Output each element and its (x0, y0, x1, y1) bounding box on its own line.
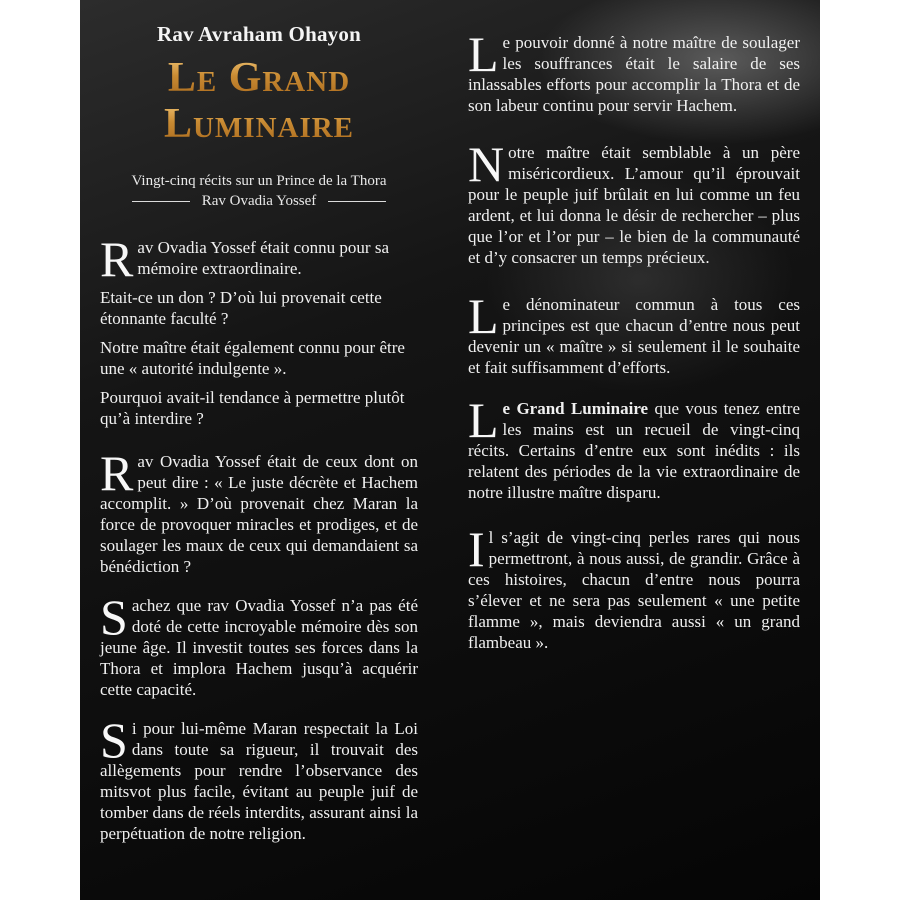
subtitle-line-2-row (100, 191, 418, 211)
dropcap: L (468, 26, 499, 82)
book-title-inline: e Grand Luminaire (502, 399, 649, 418)
paragraph-text: e dénominateur commun à tous ces principes est que chacun d’entre nous peut devenir un « maître » si seulement il le souhaite et fait suffisamment d’efforts. (468, 295, 800, 377)
left-paragraph-4: Pourquoi avait-il tendance à permettre plutôt qu’à interdire ? (100, 388, 405, 428)
right-paragraph-4 (468, 392, 800, 503)
left-column (100, 22, 418, 862)
dropcap: N (468, 136, 505, 192)
right-column (468, 26, 800, 671)
left-paragraph-3: Notre maître était également connu pour être une « autorité indulgente ». (100, 338, 405, 378)
author-name: Rav Avraham Ohayon (157, 22, 361, 46)
paragraph-text: otre maître était semblable à un père miséricordieux. L’amour qu’il éprouvait pour le peuple juif brûlait en lui comme un feu ardent, et lui donna le désir de rechercher – plus que l’or et l’or pur – le bien de la communauté et d’y consacrer un temps précieux. (468, 143, 800, 267)
paragraph-text: que vous tenez entre les mains est un recueil de vingt-cinq récits. Certains d’entre eux sont inédits : ils relatent des périodes de la vie extraordinaire de notre illustre maître disparu. (468, 399, 800, 502)
right-paragraph-1 (468, 26, 800, 116)
left-paragraph-6 (100, 589, 418, 700)
paragraph-text: av Ovadia Yossef était de ceux dont on peut dire : « Le juste décrète et Hachem accomplit. » D’où provenait chez Maran la force de provoquer miracles et prodiges, et de soulager les maux de ceux qui demandaient sa bénédiction ? (100, 452, 418, 576)
dropcap: R (100, 445, 134, 501)
book-back-cover (80, 0, 820, 900)
right-paragraph-3 (468, 288, 800, 378)
paragraph-text: achez que rav Ovadia Yossef n’a pas été doté de cette incroyable mémoire dès son jeune âge. Il investit toutes ses forces dans la Thora et implora Hachem jusqu’à acquérir cette capacité. (100, 596, 418, 699)
subtitle-line-1: Vingt-cinq récits sur un Prince de la Thora (131, 173, 387, 189)
left-paragraph-7 (100, 712, 418, 844)
dropcap: R (100, 231, 134, 287)
subtitle (100, 171, 418, 211)
dropcap: I (468, 521, 485, 577)
dropcap: L (468, 288, 499, 344)
right-paragraph-5 (468, 521, 800, 653)
dropcap: S (100, 589, 128, 645)
book-title-line-2: Luminaire (100, 101, 418, 147)
right-paragraph-2 (468, 136, 800, 268)
left-paragraph-1 (100, 231, 418, 287)
left-paragraph-2: Etait-ce un don ? D’où lui provenait cette étonnante faculté ? (100, 288, 382, 328)
dropcap: S (100, 712, 128, 768)
left-paragraph-5 (100, 445, 418, 577)
paragraph-text: l s’agit de vingt-cinq perles rares qui nous permettront, à nous aussi, de grandir. Grâce à ces histoires, chacun d’entre nous pourra s’élever et ne sera pas seulement « une petite flamme », mais deviendra aussi « un grand flambeau ». (468, 528, 800, 652)
paragraph-text: i pour lui-même Maran respectait la Loi dans toute sa rigueur, il trouvait des allègements pour rendre l’observance des mitsvot plus facile, évitant au peuple juif de tomber dans de réels interdits, assurant ainsi la perpétuation de notre religion. (100, 719, 418, 843)
dropcap: L (468, 392, 499, 448)
subtitle-left-rule (132, 201, 190, 202)
book-title-line-1: Le Grand (100, 55, 418, 101)
paragraph-text: e pouvoir donné à notre maître de soulager les souffrances était le salaire de ses inlassables efforts pour accomplir la Thora et de son labeur continu pour servir Hachem. (468, 33, 800, 115)
subtitle-right-rule (328, 201, 386, 202)
subtitle-line-2: Rav Ovadia Yossef (201, 193, 317, 209)
paragraph-text: av Ovadia Yossef était connu pour sa mémoire extraordinaire. (137, 238, 390, 278)
